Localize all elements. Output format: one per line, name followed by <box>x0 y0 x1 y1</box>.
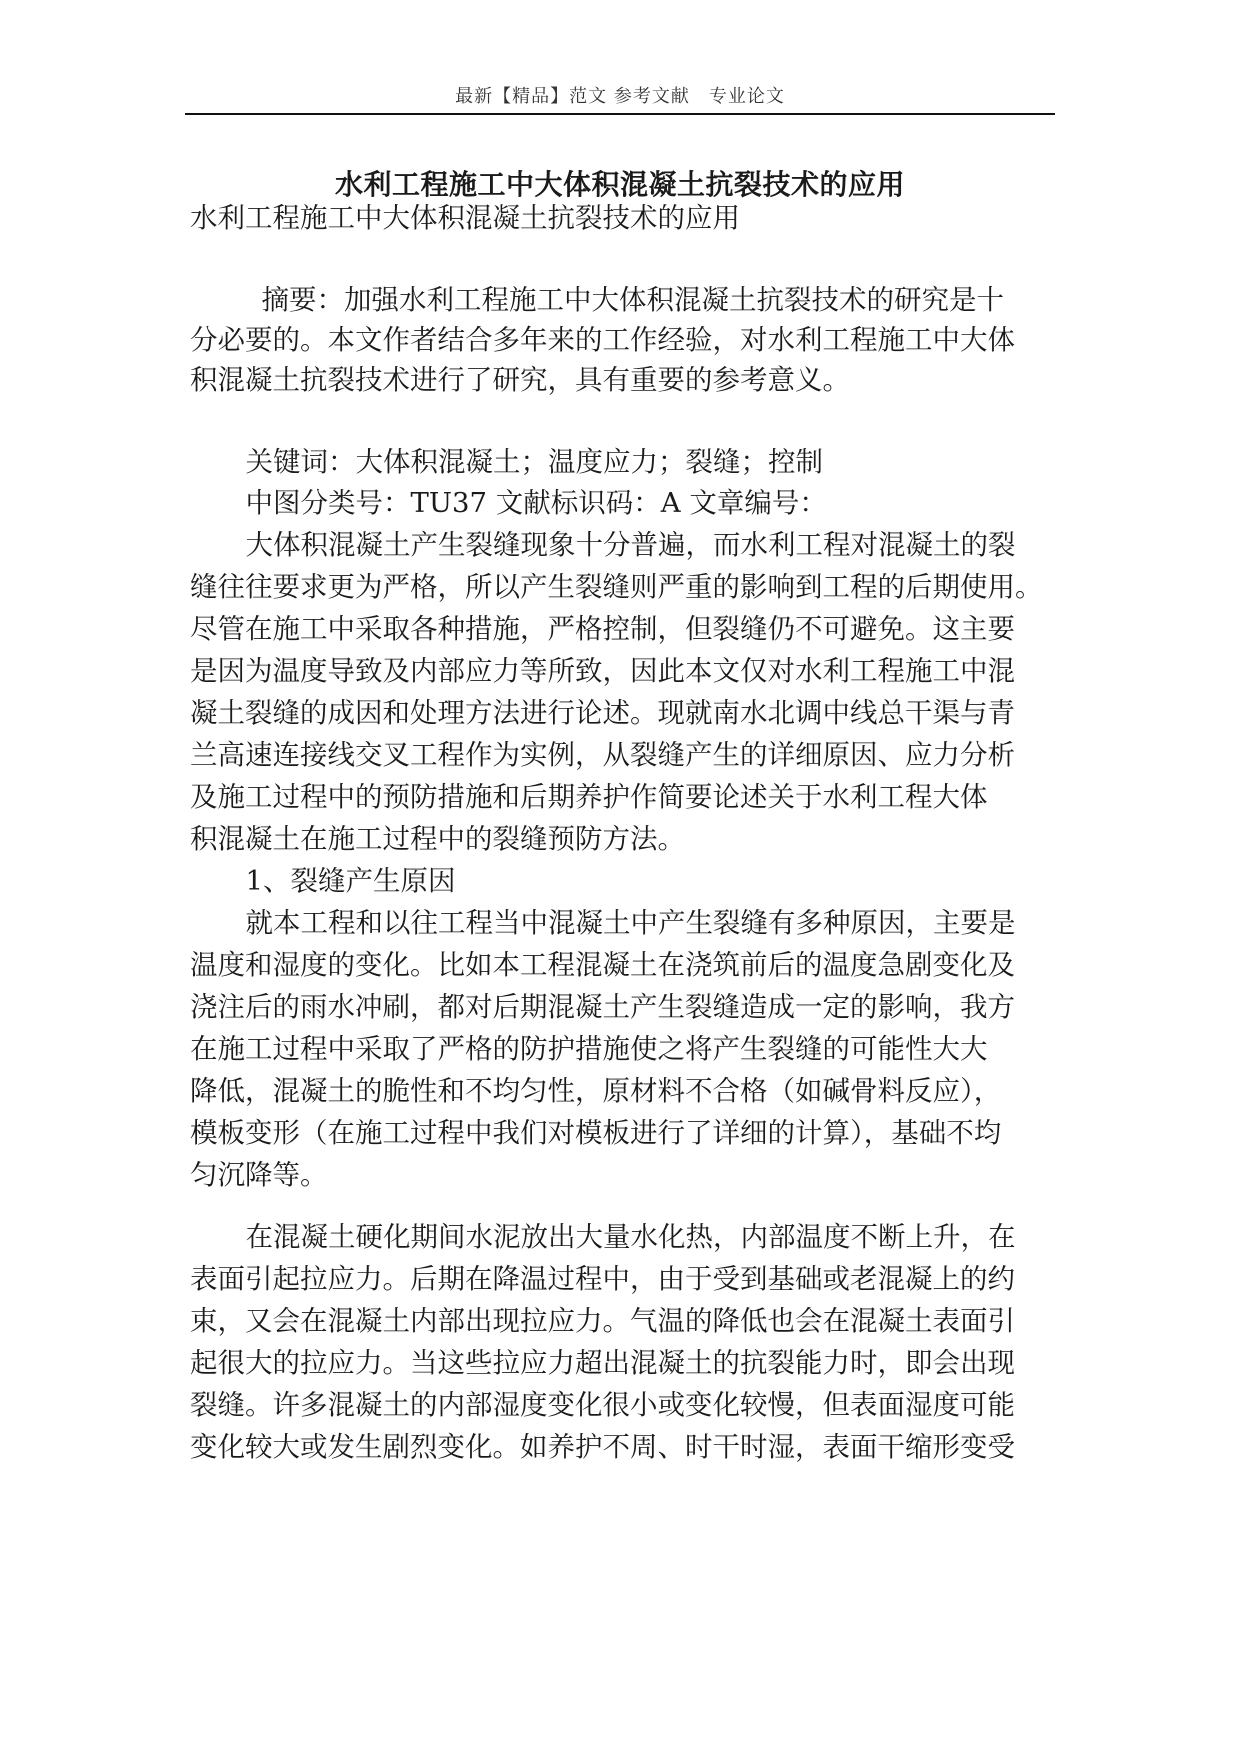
paragraph-line: 在施工过程中采取了严格的防护措施使之将产生裂缝的可能性大大 <box>190 1033 988 1065</box>
subtitle-line: 水利工程施工中大体积混凝土抗裂技术的应用 <box>190 202 740 234</box>
paragraph-line: 温度和湿度的变化。比如本工程混凝土在浇筑前后的温度急剧变化及 <box>190 949 1015 981</box>
paragraph-line: 兰高速连接线交叉工程作为实例，从裂缝产生的详细原因、应力分析 <box>190 739 1015 771</box>
paragraph-line: 在混凝土硬化期间水泥放出大量水化热，内部温度不断上升，在 <box>218 1221 1016 1253</box>
paragraph-line: 表面引起拉应力。后期在降温过程中，由于受到基础或老混凝上的约 <box>190 1263 1015 1295</box>
paragraph-line: 大体积混凝土产生裂缝现象十分普遍，而水利工程对混凝土的裂 <box>218 529 1016 561</box>
paragraph-line: 尽管在施工中采取各种措施，严格控制，但裂缝仍不可避免。这主要 <box>190 613 1015 645</box>
paragraph-line: 束，又会在混凝土内部出现拉应力。气温的降低也会在混凝土表面引 <box>190 1305 1015 1337</box>
paragraph-line: 凝土裂缝的成因和处理方法进行论述。现就南水北调中线总干渠与青 <box>190 697 1015 729</box>
keywords-line: 关键词：大体积混凝土；温度应力；裂缝；控制 <box>218 446 823 478</box>
paragraph-line: 是因为温度导致及内部应力等所致，因此本文仅对水利工程施工中混 <box>190 655 1015 687</box>
page-header: 最新【精品】范文 参考文献 专业论文 <box>455 86 785 107</box>
paragraph-line: 就本工程和以往工程当中混凝土中产生裂缝有多种原因，主要是 <box>218 907 1016 939</box>
paragraph-line: 起很大的拉应力。当这些拉应力超出混凝土的抗裂能力时，即会出现 <box>190 1347 1015 1379</box>
classification-line: 中图分类号：TU37 文献标识码：A 文章编号： <box>218 487 827 519</box>
abstract-line: 分必要的。本文作者结合多年来的工作经验，对水利工程施工中大体 <box>190 324 1015 356</box>
header-divider <box>185 113 1055 115</box>
paragraph-line: 积混凝土在施工过程中的裂缝预防方法。 <box>190 823 685 855</box>
abstract-line: 积混凝土抗裂技术进行了研究，具有重要的参考意义。 <box>190 364 850 396</box>
paragraph-line: 模板变形（在施工过程中我们对模板进行了详细的计算），基础不均 <box>190 1117 1002 1149</box>
paragraph-line: 浇注后的雨水冲刷，都对后期混凝土产生裂缝造成一定的影响，我方 <box>190 991 1015 1023</box>
paragraph-line: 裂缝。许多混凝土的内部湿度变化很小或变化较慢，但表面湿度可能 <box>190 1389 1015 1421</box>
abstract-line: 摘要：加强水利工程施工中大体积混凝土抗裂技术的研究是十 <box>234 284 1004 316</box>
paragraph-line: 及施工过程中的预防措施和后期养护作简要论述关于水利工程大体 <box>190 781 988 813</box>
paragraph-line: 匀沉降等。 <box>190 1159 328 1191</box>
paragraph-line: 缝往往要求更为严格，所以产生裂缝则严重的影响到工程的后期使用。 <box>190 571 1043 603</box>
paragraph-line: 变化较大或发生剧烈变化。如养护不周、时干时湿，表面干缩形变受 <box>190 1431 1015 1463</box>
paragraph-line: 降低，混凝土的脆性和不均匀性，原材料不合格（如碱骨料反应）， <box>190 1075 1002 1107</box>
document-title: 水利工程施工中大体积混凝土抗裂技术的应用 <box>334 168 905 201</box>
section-heading: 1、裂缝产生原因 <box>218 865 456 897</box>
